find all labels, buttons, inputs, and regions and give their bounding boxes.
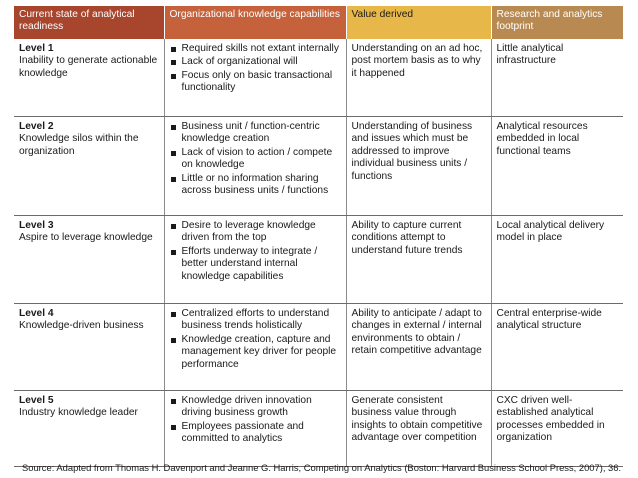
capability-item: Business unit / function-centric knowledge creation	[170, 121, 341, 146]
table-row	[14, 304, 623, 391]
header-analytical-readiness: Current state of analytical readiness	[14, 6, 164, 39]
header-row	[14, 6, 623, 39]
value-cell: Ability to anticipate / adapt to changes in external / internal environments to obtain / retain competitive advantage	[346, 304, 491, 391]
readiness-cell	[14, 117, 164, 216]
table-row	[14, 216, 623, 304]
analytics-maturity-table	[14, 6, 623, 467]
footprint-cell: Central enterprise-wide analytical structure	[491, 304, 623, 391]
capability-item: Centralized efforts to understand business trends holistically	[170, 308, 341, 333]
capability-item: Little or no information sharing across business units / functions	[170, 173, 341, 198]
readiness-text: Inability to generate actionable knowledge	[19, 55, 158, 79]
capabilities-cell	[164, 304, 346, 391]
readiness-cell	[14, 39, 164, 117]
value-cell: Understanding of business and issues which must be addressed to improve individual business units / functions	[346, 117, 491, 216]
capabilities-cell	[164, 117, 346, 216]
capability-item: Efforts underway to integrate / better understand internal knowledge capabilities	[170, 246, 341, 283]
readiness-text: Knowledge-driven business	[19, 320, 144, 332]
footprint-cell: CXC driven well-established analytical processes embedded in organization	[491, 391, 623, 467]
value-cell: Ability to capture current conditions attempt to understand future trends	[346, 216, 491, 304]
capabilities-cell	[164, 216, 346, 304]
level-label: Level 2	[19, 121, 54, 132]
capability-item: Focus only on basic transactional functionality	[170, 70, 341, 95]
capabilities-cell	[164, 391, 346, 467]
value-cell: Understanding on an ad hoc, post mortem basis as to why it happened	[346, 39, 491, 117]
value-cell: Generate consistent business value through insights to obtain competitive advantage over competition	[346, 391, 491, 467]
capability-item: Desire to leverage knowledge driven from the top	[170, 220, 341, 245]
header-knowledge-capabilities: Organizational knowledge capabilities	[164, 6, 346, 39]
readiness-cell	[14, 216, 164, 304]
header-value-derived: Value derived	[346, 6, 491, 39]
table-row	[14, 391, 623, 467]
footprint-cell: Local analytical delivery model in place	[491, 216, 623, 304]
readiness-text: Aspire to leverage knowledge	[19, 232, 153, 244]
table-row	[14, 39, 623, 117]
readiness-cell	[14, 304, 164, 391]
capability-item: Required skills not extant internally	[170, 43, 341, 55]
readiness-cell	[14, 391, 164, 467]
level-label: Level 3	[19, 220, 54, 231]
level-label: Level 1	[19, 43, 54, 54]
footprint-cell: Analytical resources embedded in local functional teams	[491, 117, 623, 216]
readiness-text: Knowledge silos within the organization	[19, 133, 139, 157]
capability-item: Employees passionate and committed to analytics	[170, 421, 341, 446]
capability-item: Lack of organizational will	[170, 56, 341, 68]
level-label: Level 4	[19, 308, 54, 319]
capabilities-cell	[164, 39, 346, 117]
table-row	[14, 117, 623, 216]
readiness-text: Industry knowledge leader	[19, 407, 138, 419]
footprint-cell: Little analytical infrastructure	[491, 39, 623, 117]
level-label: Level 5	[19, 395, 54, 406]
capability-item: Lack of vision to action / compete on knowledge	[170, 147, 341, 172]
header-footprint: Research and analytics footprint	[491, 6, 623, 39]
capability-item: Knowledge creation, capture and management key driver for people performance	[170, 334, 341, 371]
capability-item: Knowledge driven innovation driving business growth	[170, 395, 341, 420]
source-note: Source: Adapted from Thomas H. Davenport and Jeanne G. Harris, Competing on Analytics (Boston: Harvard Business School Press, 2007), 36.	[22, 462, 622, 473]
